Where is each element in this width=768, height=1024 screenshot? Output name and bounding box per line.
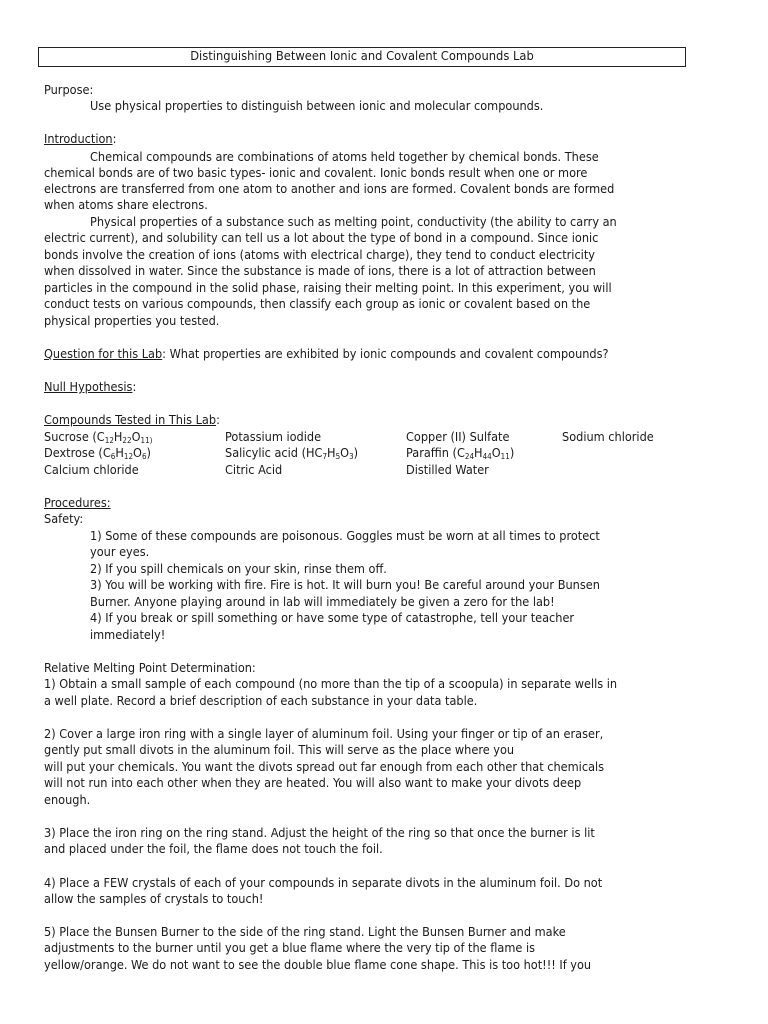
safety-line: 1) Some of these compounds are poisonous. Goggles must be worn at all times to protect: [90, 528, 600, 543]
melting-line: and placed under the foil, the flame does not touch the foil.: [44, 841, 383, 856]
melting-line: will put your chemicals. You want the divots spread out far enough from each other that chemicals: [44, 759, 605, 774]
compound-calcium-chloride: Calcium chloride: [44, 462, 139, 477]
melting-line: 5) Place the Bunsen Burner to the side of the ring stand. Light the Bunsen Burner and make: [44, 924, 566, 939]
safety-line: your eyes.: [90, 544, 150, 559]
safety-heading: Safety:: [44, 511, 84, 526]
melting-line: a well plate. Record a brief description of each substance in your data table.: [44, 693, 478, 708]
introduction-heading: Introduction:: [44, 131, 117, 146]
intro-line: Physical properties of a substance such as melting point, conductivity (the ability to carry an: [90, 214, 617, 229]
intro-line: electric current), and solubility can tell us a lot about the type of bond in a compound. Since ionic: [44, 230, 599, 245]
intro-line: when dissolved in water. Since the substance is made of ions, there is a lot of attraction between: [44, 263, 596, 278]
melting-line: adjustments to the burner until you get a blue flame where the very tip of the flame is: [44, 940, 535, 955]
compound-sodium-chloride: Sodium chloride: [562, 429, 654, 444]
safety-line: immediately!: [90, 627, 166, 642]
compound-salicylic-acid: Salicylic acid $(HC_7H_5O_3)$: [225, 445, 359, 461]
question-for-lab: Question for this Lab: What properties are exhibited by ionic compounds and covalent compounds?: [44, 346, 609, 361]
intro-line: bonds involve the creation of ions (atoms with electrical charge), they tend to conduct electricity: [44, 247, 595, 262]
page-title: Distinguishing Between Ionic and Covalent Compounds Lab: [38, 47, 686, 67]
purpose-text: Use physical properties to distinguish between ionic and molecular compounds.: [90, 98, 544, 113]
procedures-heading: Procedures:: [44, 495, 111, 510]
safety-line: 2) If you spill chemicals on your skin, rinse them off.: [90, 561, 387, 576]
intro-line: conduct tests on various compounds, then classify each group as ionic or covalent based on the: [44, 296, 591, 311]
melting-line: enough.: [44, 792, 91, 807]
compound-distilled-water: Distilled Water: [406, 462, 489, 477]
intro-line: when atoms share electrons.: [44, 197, 208, 212]
compound-paraffin: Paraffin $(C_{24}H_{44}O_{11})$: [406, 445, 515, 461]
melting-line: 4) Place a FEW crystals of each of your compounds in separate divots in the aluminum foil. Do not: [44, 875, 603, 890]
melting-point-heading: Relative Melting Point Determination:: [44, 660, 256, 675]
purpose-heading: Purpose:: [44, 82, 94, 97]
null-hypothesis-heading: Null Hypothesis:: [44, 379, 137, 394]
melting-line: 3) Place the iron ring on the ring stand. Adjust the height of the ring so that once the burner is lit: [44, 825, 595, 840]
compound-sucrose: Sucrose ($C_{12}H_{22}O_{11)}$: [44, 429, 153, 445]
melting-line: allow the samples of crystals to touch!: [44, 891, 264, 906]
compound-citric-acid: Citric Acid: [225, 462, 283, 477]
intro-line: chemical bonds are of two basic types- ionic and covalent. Ionic bonds result when one or more: [44, 165, 588, 180]
melting-line: 1) Obtain a small sample of each compound (no more than the tip of a scoopula) in separate wells in: [44, 676, 618, 691]
melting-line: 2) Cover a large iron ring with a single layer of aluminum foil. Using your finger or tip of an eraser,: [44, 726, 604, 741]
safety-line: 3) You will be working with fire. Fire is hot. It will burn you! Be careful around your Bunsen: [90, 577, 600, 592]
intro-line: electrons are transferred from one atom to another and ions are formed. Covalent bonds are formed: [44, 181, 615, 196]
intro-line: Chemical compounds are combinations of atoms held together by chemical bonds. These: [90, 149, 599, 164]
compounds-heading: Compounds Tested in This Lab:: [44, 412, 220, 427]
intro-line: particles in the compound in the solid phase, raising their melting point. In this experiment, you will: [44, 280, 612, 295]
safety-line: Burner. Anyone playing around in lab will immediately be given a zero for the lab!: [90, 594, 555, 609]
melting-line: will not run into each other when they are heated. You will also want to make your divots deep: [44, 775, 582, 790]
compound-copper-sulfate: Copper (II) Sulfate: [406, 429, 510, 444]
compound-potassium-iodide: Potassium iodide: [225, 429, 322, 444]
intro-line: physical properties you tested.: [44, 313, 220, 328]
compound-dextrose: Dextrose $(C_6H_{12}O_6)$: [44, 445, 151, 461]
safety-line: 4) If you break or spill something or have some type of catastrophe, tell your teacher: [90, 610, 575, 625]
melting-line: yellow/orange. We do not want to see the double blue flame cone shape. This is too hot!!! If you: [44, 957, 592, 972]
melting-line: gently put small divots in the aluminum foil. This will serve as the place where you: [44, 742, 515, 757]
